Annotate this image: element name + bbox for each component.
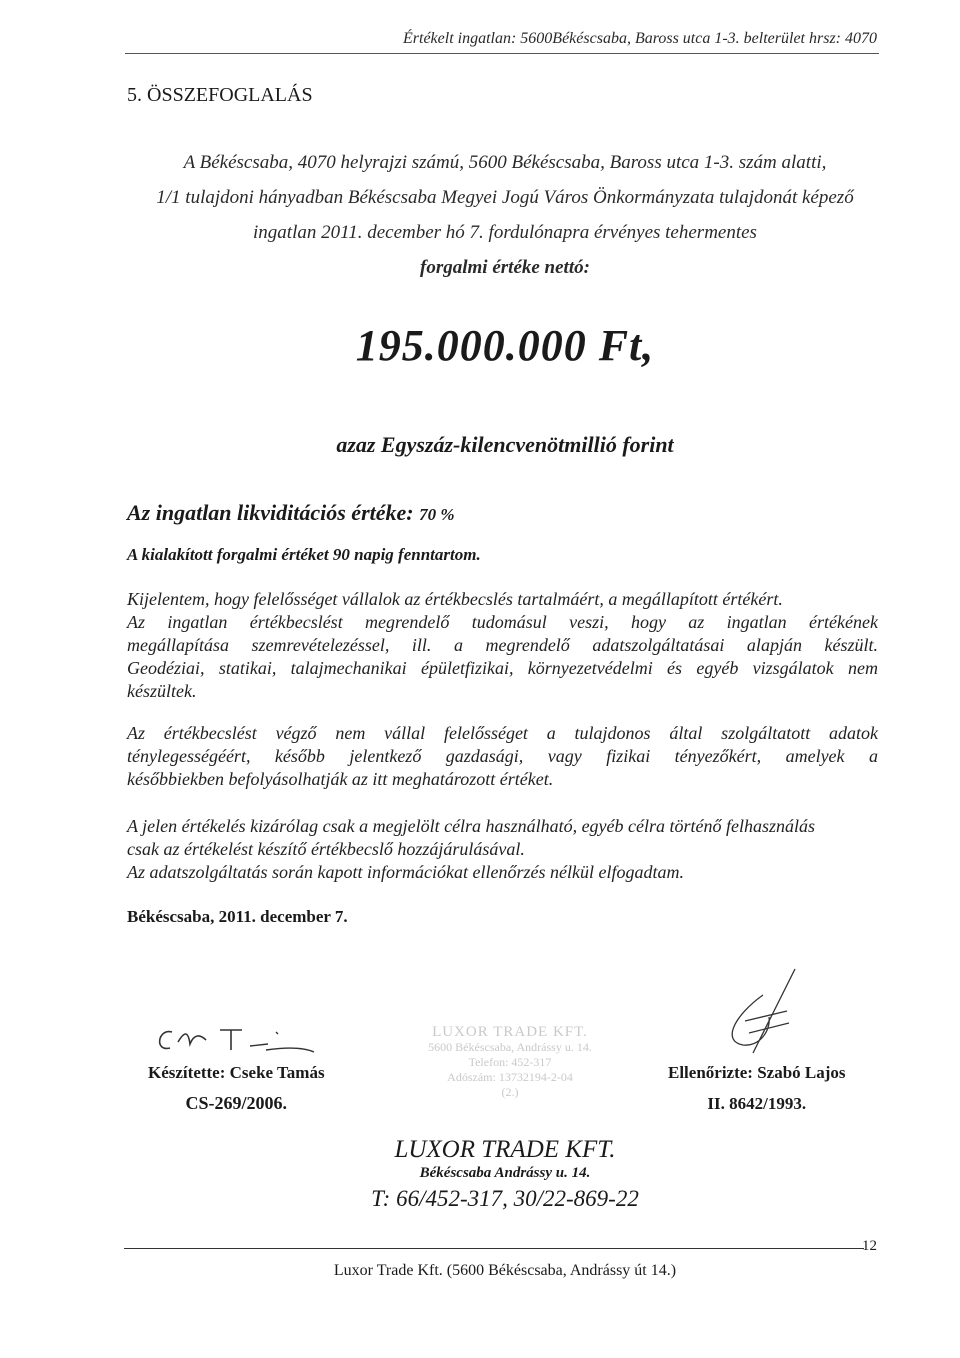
company-address: Békéscsaba Andrássy u. 14. (419, 1165, 591, 1181)
paragraph-line: későbbiekben befolyásolhatják az itt meghatározott értéket. (127, 769, 554, 789)
paragraph-line: készültek. (127, 681, 197, 701)
paragraph-line: ténylegességéért, később jelentkező gazdasági, vagy fizikai tényezőkért, amelyek a (127, 746, 878, 766)
header-rule (125, 53, 879, 54)
signature-left-image (150, 1022, 320, 1058)
stamp-line: Telefon: 452-317 (468, 1055, 552, 1069)
stamp-line: LUXOR TRADE KFT. (432, 1024, 588, 1040)
paragraph-line: Az ingatlan értékbecslést megrendelő tudomásul veszi, hogy az ingatlan értékének (127, 612, 878, 632)
liquidity-value-line (127, 500, 455, 526)
paragraph-line: Kijelentem, hogy felelősséget vállalok az értékbecslés tartalmáért, a megállapított értékért. (127, 589, 783, 609)
paragraph-line: A jelen értékelés kizárólag csak a megjelölt célra használható, egyéb célra történő felhasználás (127, 816, 816, 836)
page-number: 12 (862, 1238, 877, 1254)
company-name: LUXOR TRADE KFT. (394, 1136, 616, 1163)
paragraph-line: megállapítása szemrevételezéssel, ill. a megrendelő adatszolgáltatásai alapján készült. (127, 635, 878, 655)
value-maintain-statement: A kialakított forgalmi értéket 90 napig fenntartom. (127, 545, 481, 564)
checked-by-label: Ellenőrizte: Szabó Lajos (668, 1063, 846, 1082)
liquidity-label: Az ingatlan likviditációs értéke: (127, 500, 414, 525)
footer-rule (124, 1248, 864, 1249)
prepared-by-block (148, 1057, 325, 1119)
company-stamp (400, 1025, 620, 1100)
summary-line: 1/1 tulajdoni hányadban Békéscsaba Megyei Jogú Város Önkormányzata tulajdonát képező (156, 187, 854, 208)
summary-line: forgalmi értéke nettó: (420, 257, 590, 278)
responsibility-paragraph (127, 588, 878, 703)
section-title: 5. ÖSSZEFOGLALÁS (127, 84, 313, 106)
stamp-line: 5600 Békéscsaba, Andrássy u. 14. (428, 1040, 592, 1054)
paragraph-line: Az adatszolgáltatás során kapott információkat ellenőrzés nélkül elfogadtam. (127, 862, 684, 882)
paragraph-line: Geodéziai, statikai, talajmechanikai épületfizikai, környezetvédelmi és egyéb vizsgálatok nem (127, 658, 878, 678)
liquidity-percent: 70 % (419, 505, 455, 524)
stamp-line: (2.) (501, 1085, 519, 1099)
company-phone: T: 66/452-317, 30/22-869-22 (371, 1186, 639, 1211)
checked-by-license: II. 8642/1993. (707, 1094, 807, 1113)
disclaimer-paragraph (127, 722, 878, 791)
place-and-date: Békéscsaba, 2011. december 7. (127, 907, 348, 926)
paragraph-line: csak az értékelést készítő értékbecslő hozzájárulásával. (127, 839, 525, 859)
prepared-by-label: Készítette: Cseke Tamás (148, 1063, 325, 1082)
running-header: Értékelt ingatlan: 5600Békéscsaba, Baross utca 1-3. belterület hrsz: 4070 (403, 30, 877, 47)
valuation-in-words: azaz Egyszáz-kilencvenötmillió forint (336, 432, 674, 457)
valuation-amount: 195.000.000 Ft, (355, 321, 655, 370)
footer-text: Luxor Trade Kft. (5600 Békéscsaba, Andrássy út 14.) (333, 1262, 677, 1279)
checked-by-block (668, 1057, 846, 1119)
signature-right-image (725, 965, 805, 1060)
stamp-line: Adószám: 13732194-2-04 (447, 1070, 573, 1084)
summary-line: ingatlan 2011. december hó 7. fordulónapra érvényes tehermentes (253, 222, 757, 243)
prepared-by-license: CS-269/2006. (185, 1093, 288, 1113)
summary-line: A Békéscsaba, 4070 helyrajzi számú, 5600 Békéscsaba, Baross utca 1-3. szám alatti, (183, 152, 827, 173)
summary-block (130, 145, 880, 285)
usage-paragraph (127, 815, 878, 884)
paragraph-line: Az értékbecslést végző nem vállal felelősséget a tulajdonos által szolgáltatott adatok (127, 723, 878, 743)
